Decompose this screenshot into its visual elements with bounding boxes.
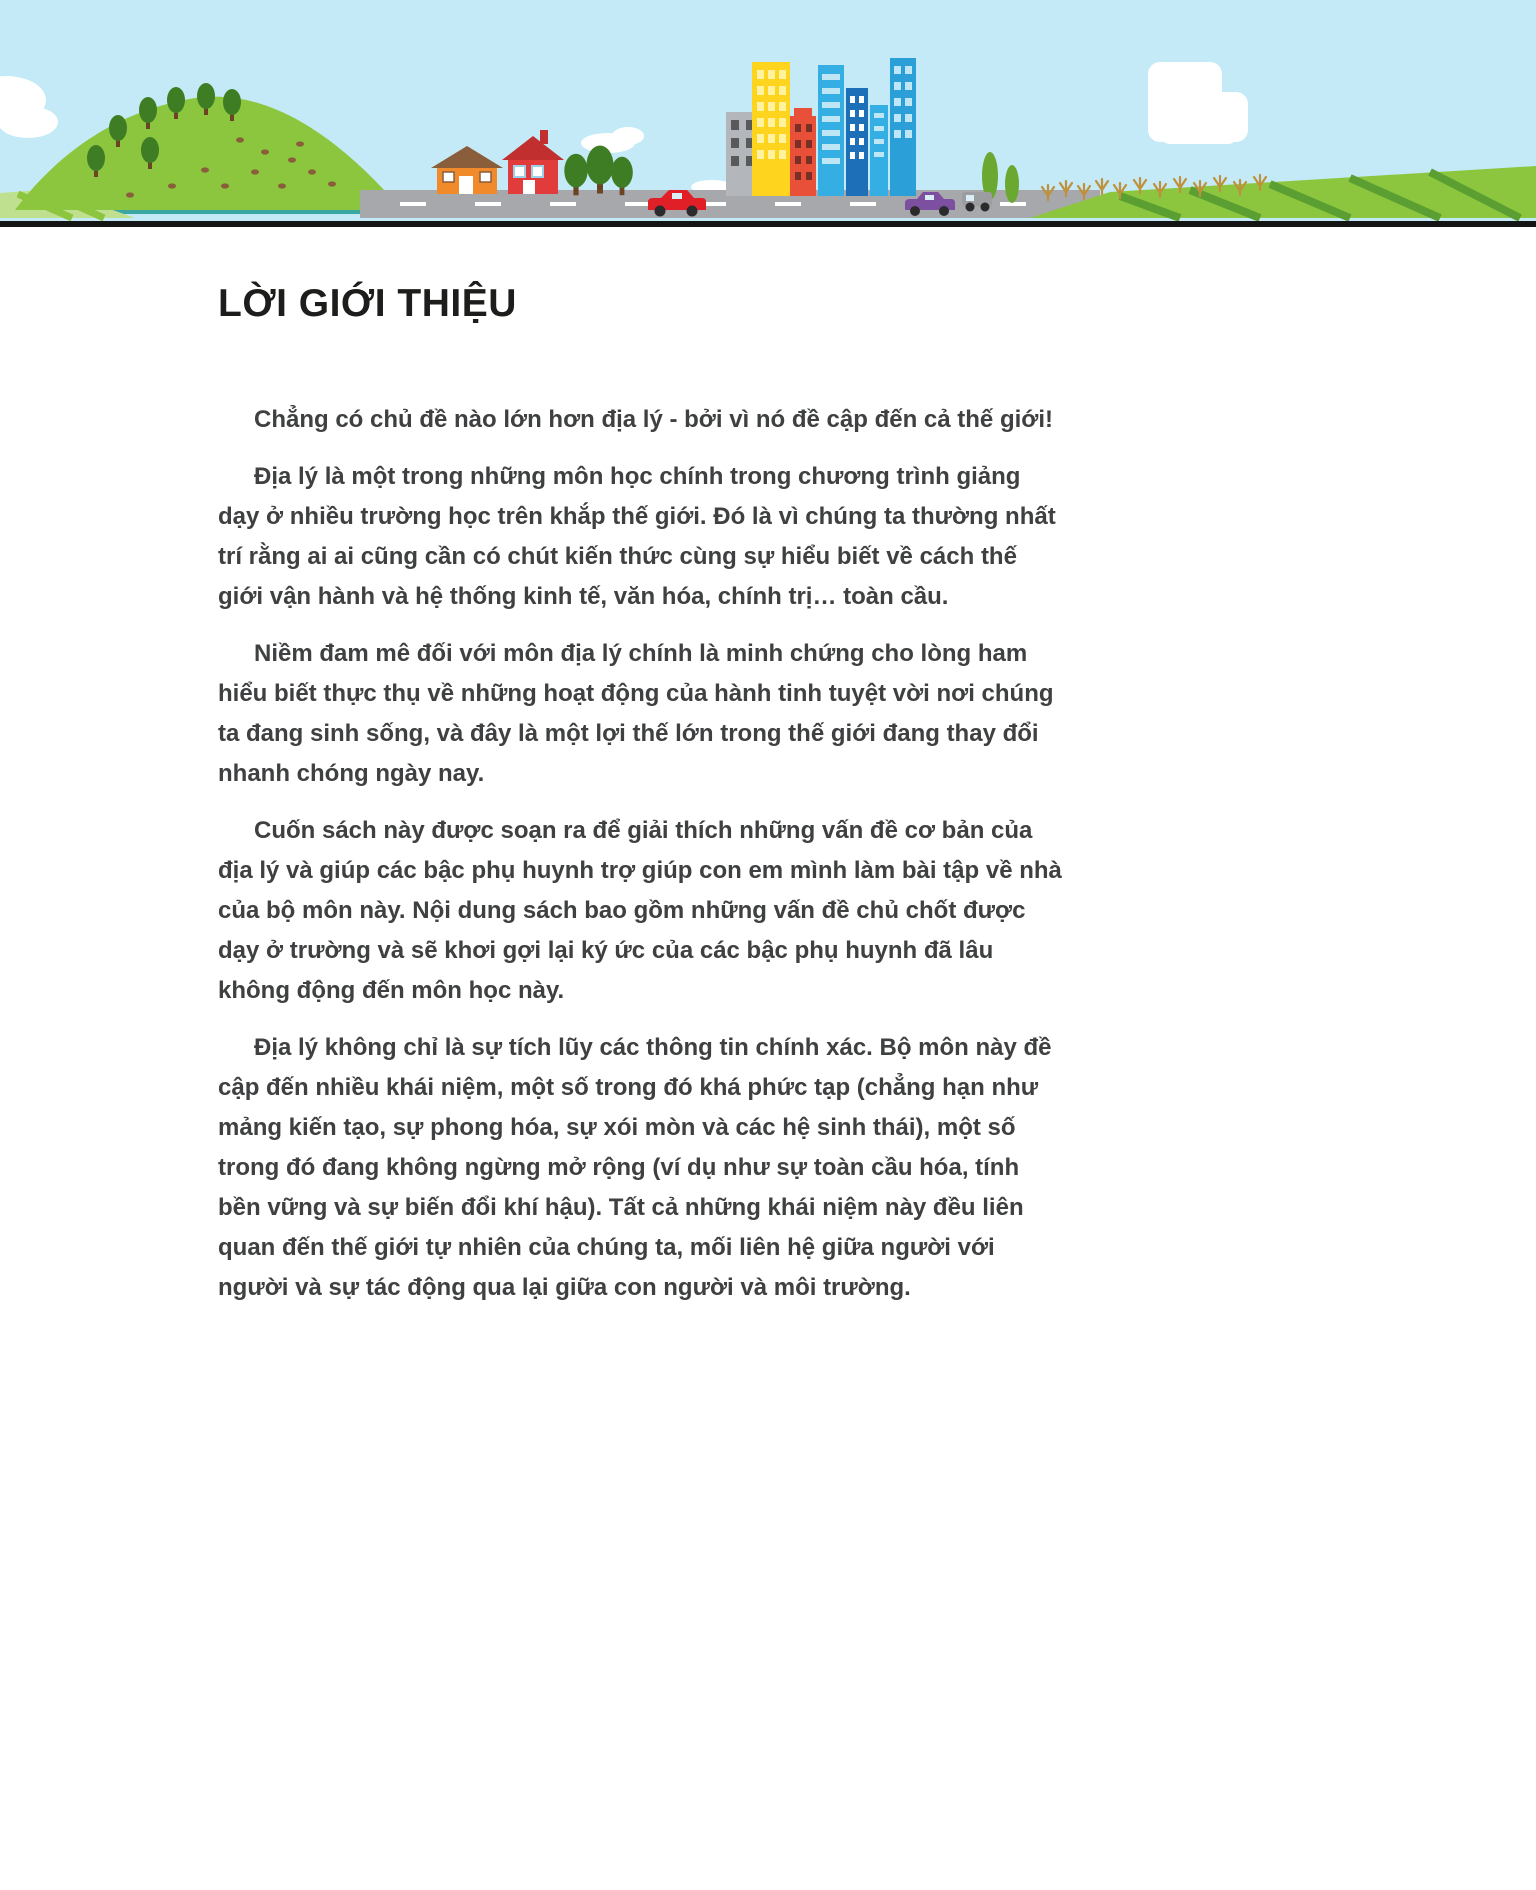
page-title: LỜI GIỚI THIỆU bbox=[218, 282, 517, 325]
building-blue-dark bbox=[846, 88, 868, 196]
page-body bbox=[218, 282, 1066, 1308]
building-red-tower bbox=[790, 108, 816, 196]
building-blue-small bbox=[870, 105, 888, 196]
paragraph: Niềm đam mê đối với môn địa lý chính là minh chứng cho lòng ham hiểu biết thực thụ về những hoạt động của hành tinh tuyệt vời nơi chúng ta đang sinh sống, và đây là một lợi thế lớn trong thế giới đang thay đổi nhanh chóng ngày nay. bbox=[218, 640, 1054, 787]
paragraph: Địa lý không chỉ là sự tích lũy các thông tin chính xác. Bộ môn này đề cập đến nhiều khái niệm, một số trong đó khá phức tạp (chẳng hạn như mảng kiến tạo, sự phong hóa, sự xói mòn và các hệ sinh thái), một số trong đó đang không ngừng mở rộng (ví dụ như sự toàn cầu hóa, tính bền vững và sự biến đổi khí hậu). Tất cả những khái niệm này đều liên quan đến thế giới tự nhiên của chúng ta, mối liên hệ giữa người với người và sự tác động qua lại giữa con người và môi trường. bbox=[218, 1034, 1052, 1301]
building-yellow-tall bbox=[752, 62, 790, 196]
paragraph: Địa lý là một trong những môn học chính trong chương trình giảng dạy ở nhiều trường học trên khắp thế giới. Đó là vì chúng ta thường nhất trí rằng ai ai cũng cần có chút kiến thức cùng sự hiểu biết về cách thế giới vận hành và hệ thống kinh tế, văn hóa, chính trị… toàn cầu. bbox=[218, 463, 1056, 610]
paragraph: Chẳng có chủ đề nào lớn hơn địa lý - bởi vì nó đề cập đến cả thế giới! bbox=[254, 406, 1053, 433]
paragraph: Cuốn sách này được soạn ra để giải thích những vấn đề cơ bản của địa lý và giúp các bậc phụ huynh trợ giúp con em mình làm bài tập về nhà của bộ môn này. Nội dung sách bao gồm những vấn đề chủ chốt được dạy ở trường và sẽ khơi gợi lại ký ức của các bậc phụ huynh đã lâu không động đến môn học này. bbox=[218, 817, 1062, 1004]
building-blue-light-tall bbox=[818, 65, 844, 196]
divider-rule bbox=[0, 221, 1536, 227]
landscape-illustration bbox=[0, 0, 1536, 228]
building-blue-mid-tall bbox=[890, 58, 916, 196]
